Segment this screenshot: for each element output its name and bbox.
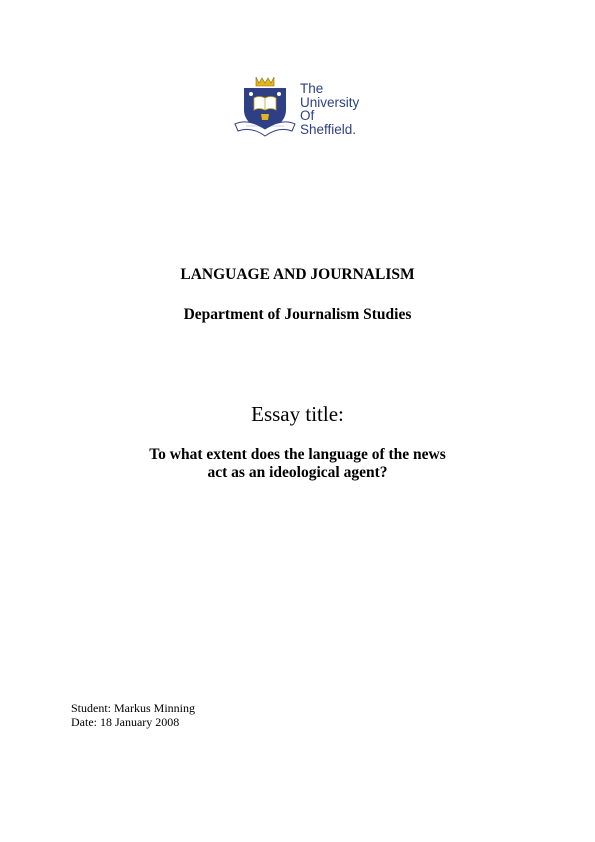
wordmark-line-3: Of	[300, 108, 315, 123]
university-crest-icon	[234, 74, 296, 140]
essay-heading: Essay title:	[251, 402, 344, 426]
essay-title-line-2: act as an ideological agent?	[207, 464, 388, 481]
submission-date: Date: 18 January 2008	[71, 715, 180, 729]
wordmark-line-1: The	[300, 81, 324, 96]
essay-title-line-1: To what extent does the language of the news	[149, 446, 446, 463]
wordmark-line-4: Sheffield.	[300, 121, 357, 137]
submission-details	[71, 701, 195, 729]
student-name: Student: Markus Minning	[71, 701, 196, 715]
wordmark-line-2: University	[300, 94, 360, 110]
university-wordmark	[300, 82, 384, 136]
university-logo	[234, 74, 384, 142]
department-name: Department of Journalism Studies	[183, 306, 412, 323]
essay-title	[0, 446, 595, 482]
course-title: LANGUAGE AND JOURNALISM	[180, 266, 415, 283]
